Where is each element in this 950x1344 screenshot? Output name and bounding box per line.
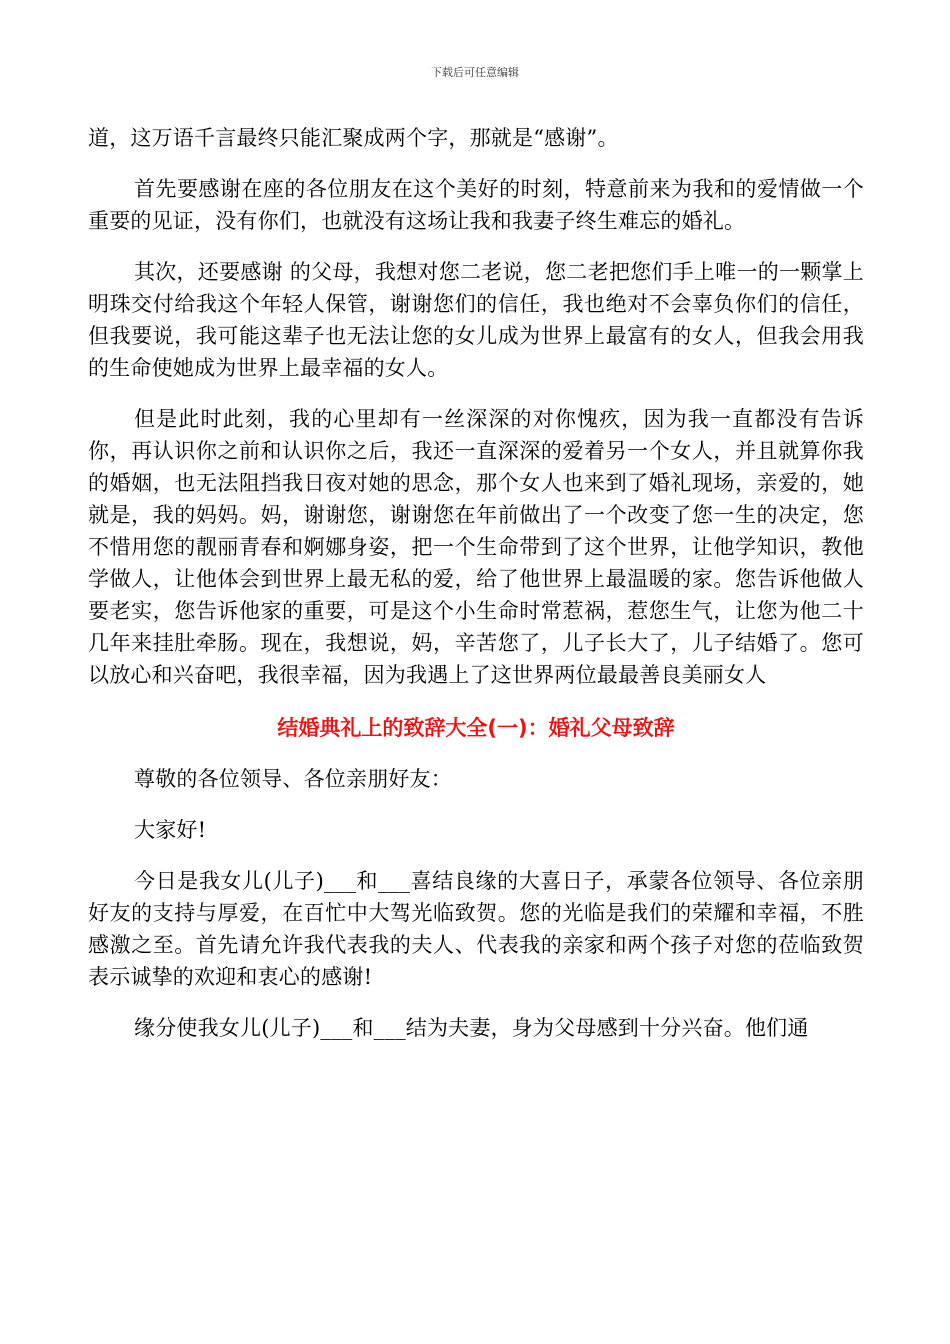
section-paragraph-2: 大家好!: [134, 818, 207, 842]
header-note: 下载后可任意编辑: [431, 66, 519, 79]
document-body: [88, 122, 864, 1044]
section-paragraph-4: 缘分使我女儿(儿子)___和___结为夫妻，身为父母感到十分兴奋。他们通: [134, 1016, 809, 1040]
section-paragraph-1: 尊敬的各位领导、各位亲朋好友：: [134, 767, 452, 791]
paragraph-3: 其次，还要感谢 的父母，我想对您二老说，您二老把您们手上唯一的一颗掌上明珠交付给我这个年轻人保管，谢谢您们的信任，我也绝对不会辜负你们的信任，但我要说，我可能这辈子也无法让您的女儿成为世界上最富有的女人，但我会用我的生命使她成为世界上最幸福的女人。: [88, 260, 864, 380]
paragraph-1: 道，这万语千言最终只能汇聚成两个字，那就是“感谢”。: [88, 126, 619, 150]
paragraph-2: 首先要感谢在座的各位朋友在这个美好的时刻，特意前来为我和的爱情做一个重要的见证，没有你们，也就没有这场让我和我妻子终生难忘的婚礼。: [88, 177, 864, 233]
section-heading: 结婚典礼上的致辞大全(一)：婚礼父母致辞: [277, 716, 675, 740]
section-paragraph-3: 今日是我女儿(儿子)___和___喜结良缘的大喜日子，承蒙各位领导、各位亲朋好友的支持与厚爱，在百忙中大驾光临致贺。您的光临是我们的荣耀和幸福，不胜感激之至。首先请允许我代表我的夫人、代表我的亲家和两个孩子对您的莅临致贺表示诚挚的欢迎和衷心的感谢!: [88, 869, 864, 989]
paragraph-4: 但是此时此刻，我的心里却有一丝深深的对你愧疚，因为我一直都没有告诉你，再认识你之前和认识你之后，我还一直深深的爱着另一个女人，并且就算你我的婚姻，也无法阻挡我日夜对她的思念，那个女人也来到了婚礼现场，亲爱的，她就是，我的妈妈。妈，谢谢您，谢谢您在年前做出了一个改变了您一生的决定，您不惜用您的靓丽青春和婀娜身姿，把一个生命带到了这个世界，让他学知识，教他学做人，让他体会到世界上最无私的爱，给了他世界上最温暖的家。您告诉他做人要老实，您告诉他家的重要，可是这个小生命时常惹祸，惹您生气，让您为他二十几年来挂肚牵肠。现在，我想说，妈，辛苦您了，儿子长大了，儿子结婚了。您可以放心和兴奋吧，我很幸福，因为我遇上了这世界两位最最善良美丽女人: [88, 407, 864, 687]
